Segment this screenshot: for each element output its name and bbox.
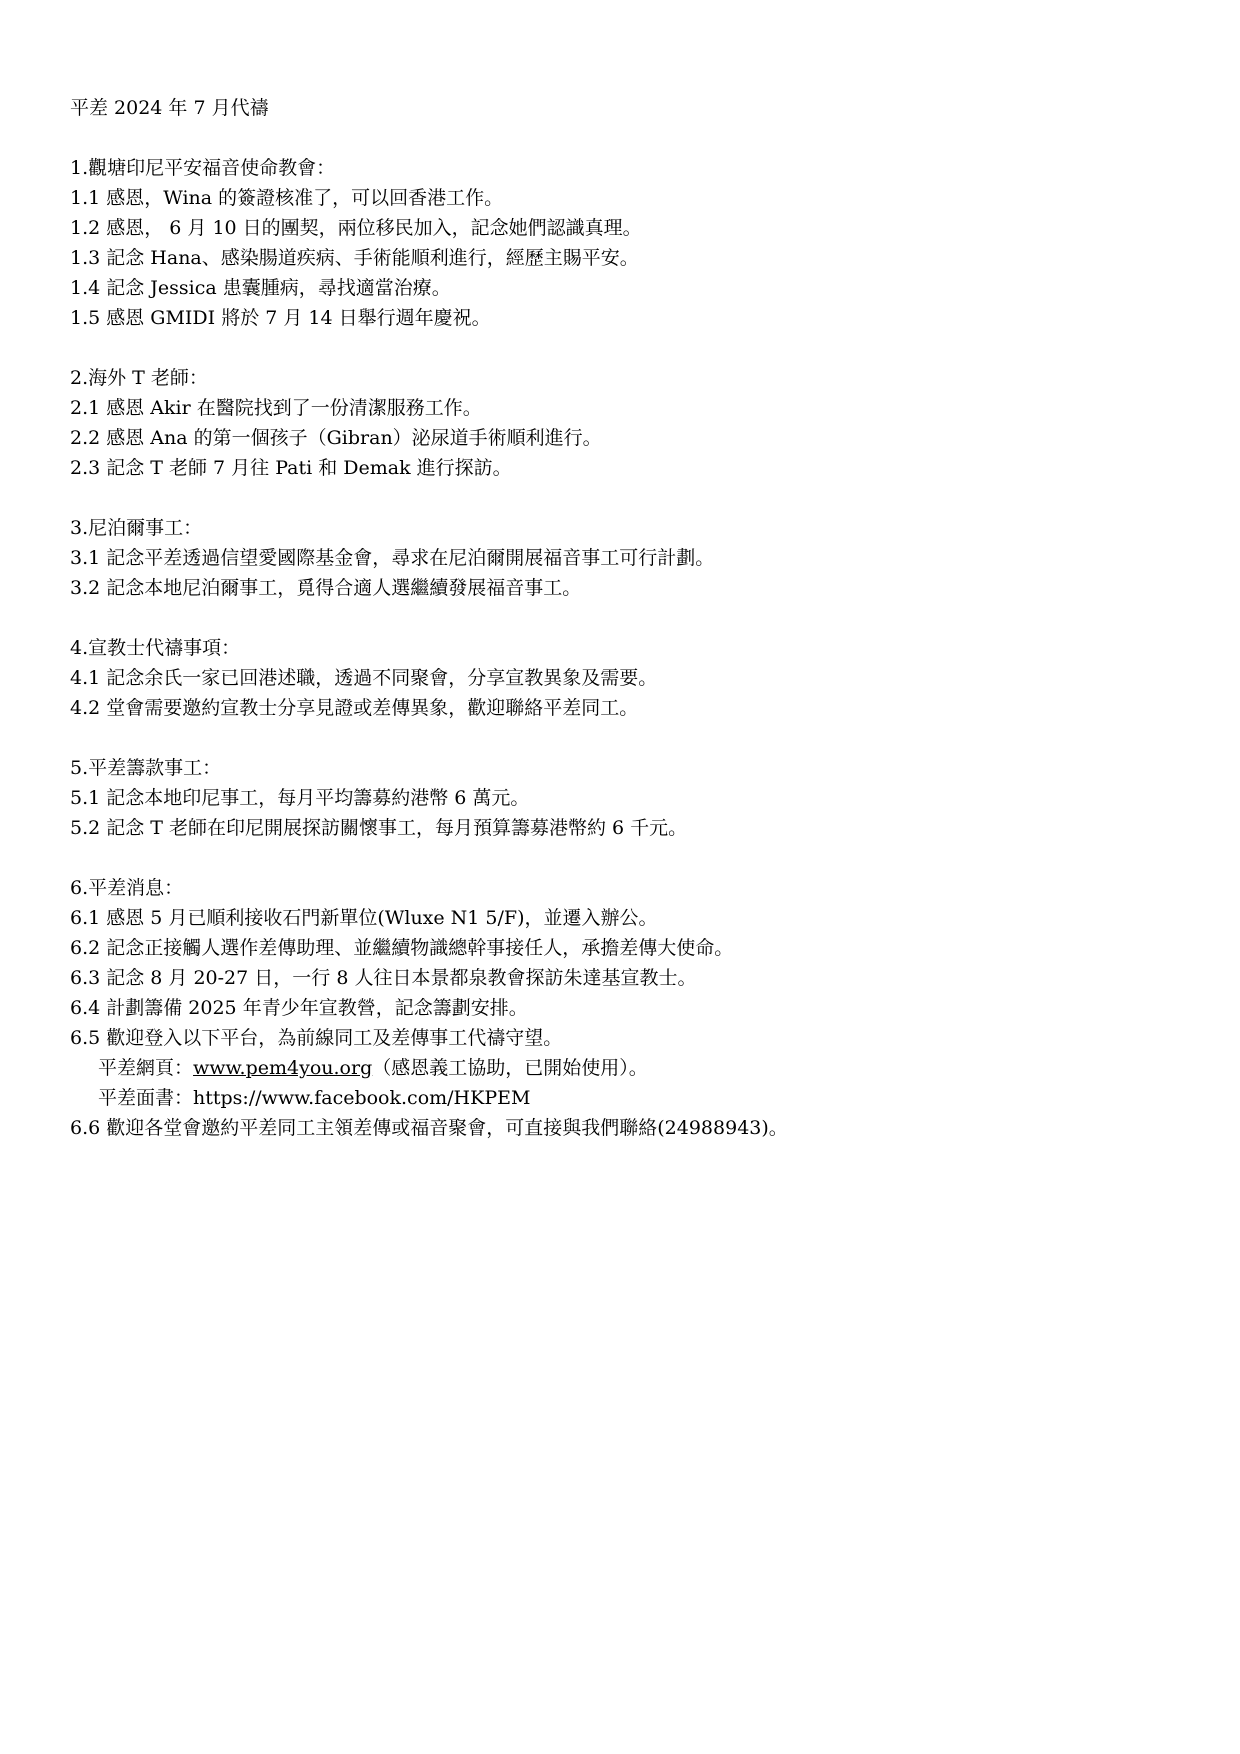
document-title: 平差 2024 年 7 月代禱: [70, 97, 269, 119]
website-label: 平差網頁：: [98, 1057, 194, 1079]
prayer-item: 2.1 感恩 Akir 在醫院找到了一份清潔服務工作。: [70, 397, 482, 419]
document-page: [70, 93, 1170, 1173]
section-3: [70, 513, 1170, 603]
prayer-item: 4.2 堂會需要邀約宣教士分享見證或差傳異象，歡迎聯絡平差同工。: [70, 697, 639, 719]
section-heading: 1.觀塘印尼平安福音使命教會：: [70, 157, 336, 179]
website-link[interactable]: www.pem4you.org: [193, 1057, 373, 1079]
prayer-item: 3.2 記念本地尼泊爾事工，覓得合適人選繼續發展福音事工。: [70, 577, 582, 599]
prayer-sections: [70, 153, 1170, 843]
section-5: [70, 753, 1170, 843]
section-6: [70, 873, 1170, 1143]
prayer-item: 5.2 記念 T 老師在印尼開展探訪關懷事工，每月預算籌募港幣約 6 千元。: [70, 817, 688, 839]
facebook-url: https://www.facebook.com/HKPEM: [193, 1087, 531, 1109]
facebook-line: [70, 1083, 1170, 1113]
prayer-item: 2.2 感恩 Ana 的第一個孩子（Gibran）泌尿道手術順利進行。: [70, 427, 602, 449]
website-note: （感恩義工協助，已開始使用）。: [372, 1057, 648, 1079]
facebook-label: 平差面書：: [98, 1087, 194, 1109]
prayer-item: 6.5 歡迎登入以下平台，為前線同工及差傳事工代禱守望。: [70, 1027, 563, 1049]
prayer-item: 1.2 感恩， 6 月 10 日的團契，兩位移民加入，記念她們認識真理。: [70, 217, 642, 239]
prayer-item: 1.4 記念 Jessica 患囊腫病，尋找適當治療。: [70, 277, 451, 299]
prayer-item: 6.2 記念正接觸人選作差傳助理、並繼續物識總幹事接任人，承擔差傳大使命。: [70, 937, 734, 959]
prayer-item: 1.1 感恩，Wina 的簽證核准了，可以回香港工作。: [70, 187, 504, 209]
section-4: [70, 633, 1170, 723]
prayer-item: 6.4 計劃籌備 2025 年青少年宣教營，記念籌劃安排。: [70, 997, 528, 1019]
prayer-item: 3.1 記念平差透過信望愛國際基金會，尋求在尼泊爾開展福音事工可行計劃。: [70, 547, 715, 569]
section-heading: 3.尼泊爾事工：: [70, 517, 203, 539]
section-heading: 4.宣教士代禱事項：: [70, 637, 241, 659]
prayer-item: 1.3 記念 Hana、感染腸道疾病、手術能順利進行，經歷主賜平安。: [70, 247, 639, 269]
prayer-item: 1.5 感恩 GMIDI 將於 7 月 14 日舉行週年慶祝。: [70, 307, 491, 329]
prayer-item: 5.1 記念本地印尼事工，每月平均籌募約港幣 6 萬元。: [70, 787, 530, 809]
section-1: [70, 153, 1170, 333]
section-2: [70, 363, 1170, 483]
website-line: [70, 1053, 1170, 1083]
section-heading: 2.海外 T 老師：: [70, 367, 208, 389]
prayer-item: 6.1 感恩 5 月已順利接收石門新單位(Wluxe N1 5/F)，並遷入辦公。: [70, 907, 658, 929]
prayer-item: 2.3 記念 T 老師 7 月往 Pati 和 Demak 進行探訪。: [70, 457, 512, 479]
prayer-item: 4.1 記念余氏一家已回港述職，透過不同聚會，分享宣教異象及需要。: [70, 667, 658, 689]
section-heading: 5.平差籌款事工：: [70, 757, 222, 779]
section-heading: 6.平差消息：: [70, 877, 184, 899]
prayer-item: 6.6 歡迎各堂會邀約平差同工主領差傳或福音聚會，可直接與我們聯絡(24988943)。: [70, 1117, 788, 1139]
prayer-item: 6.3 記念 8 月 20-27 日，一行 8 人往日本景都泉教會探訪朱達基宣教士。: [70, 967, 697, 989]
